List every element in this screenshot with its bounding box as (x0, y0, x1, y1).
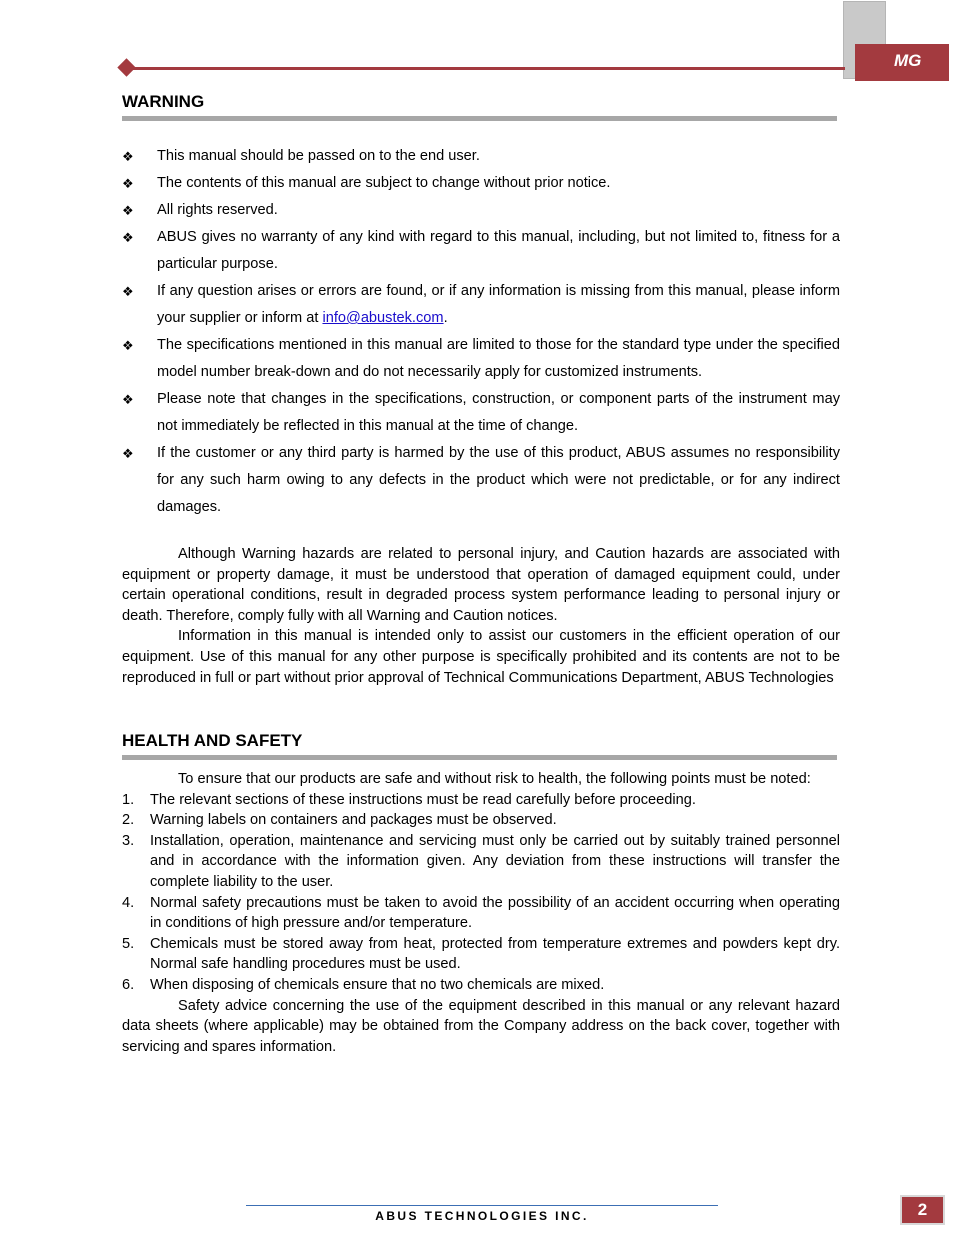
list-item: 3. Installation, operation, maintenance and servicing must only be carried out by suitably trained personnel and in accordance with the information given. Any deviation from these instructions will transfer the complete liability to the user. (122, 832, 840, 890)
four-diamond-bullet-icon: ❖ (122, 284, 134, 299)
list-item: 5. Chemicals must be stored away from heat, protected from temperature extremes and powders kept dry. Normal safe handling procedures must be used. (122, 935, 840, 973)
page-number: 2 (900, 1195, 945, 1225)
section-tab-label: MG (894, 51, 922, 70)
list-item: 1. The relevant sections of these instructions must be read carefully before proceeding. (122, 791, 696, 808)
four-diamond-bullet-icon: ❖ (122, 176, 134, 191)
warning-paragraphs (122, 544, 840, 688)
email-link[interactable]: info@abustek.com (322, 310, 444, 326)
header-diamond-icon (117, 58, 135, 76)
header-section-tab (855, 44, 949, 81)
four-diamond-bullet-icon: ❖ (122, 149, 134, 164)
header-rule (125, 67, 845, 70)
four-diamond-bullet-icon: ❖ (122, 446, 134, 461)
list-item: ❖ The contents of this manual are subject to change without prior notice. (122, 170, 840, 197)
footer-company: ABUS TECHNOLOGIES INC. (375, 1209, 589, 1223)
warning-paragraph: Information in this manual is intended only to assist our customers in the efficient operation of our equipment. Use of this manual for any other purpose is specifically prohibited and its contents are not to be reproduced in full or part without prior approval of Technical Communications Department, ABUS Technologies (122, 628, 840, 686)
warning-paragraph: Although Warning hazards are related to personal injury, and Caution hazards are associated with equipment or property damage, it must be understood that operation of damaged equipment could, under certain operational conditions, result in degraded process system performance leading to personal injury or death. Therefore, comply fully with all Warning and Caution notices. (122, 546, 840, 624)
four-diamond-bullet-icon: ❖ (122, 392, 134, 407)
list-item: 4. Normal safety precautions must be taken to avoid the possibility of an accident occurring when operating in conditions of high pressure and/or temperature. (122, 894, 840, 932)
health-heading-rule (122, 755, 837, 760)
list-item: ❖ The specifications mentioned in this manual are limited to those for the standard type under the specified model number break-down and do not necessarily apply for customized instruments. (122, 332, 840, 386)
footer-rule (246, 1205, 718, 1206)
list-item: ❖ Please note that changes in the specifications, construction, or component parts of the instrument may not immediately be reflected in this manual at the time of change. (122, 386, 840, 440)
list-item: ❖ If the customer or any third party is harmed by the use of this product, ABUS assumes no responsibility for any such harm owing to any defects in the product which were not predictable, or for any indirect damages. (122, 440, 840, 521)
warning-heading-rule (122, 116, 837, 121)
four-diamond-bullet-icon: ❖ (122, 203, 134, 218)
warning-heading: WARNING (122, 92, 205, 111)
four-diamond-bullet-icon: ❖ (122, 230, 134, 245)
list-item: ❖ If any question arises or errors are found, or if any information is missing from this manual, please inform your supplier or inform at info@abustek.com. (122, 278, 840, 332)
list-item: ❖ ABUS gives no warranty of any kind with regard to this manual, including, but not limited to, fitness for a particular purpose. (122, 224, 840, 278)
four-diamond-bullet-icon: ❖ (122, 338, 134, 353)
list-item: ❖ This manual should be passed on to the end user. (122, 143, 840, 170)
health-closing: Safety advice concerning the use of the equipment described in this manual or any relevant hazard data sheets (where applicable) may be obtained from the Company address on the back cover, together with servicing and spares information. (122, 997, 840, 1055)
list-item: 6. When disposing of chemicals ensure that no two chemicals are mixed. (122, 976, 605, 993)
health-body (122, 769, 840, 1057)
list-item: ❖ All rights reserved. (122, 197, 840, 224)
health-intro: To ensure that our products are safe and without risk to health, the following points must be noted: (178, 771, 811, 787)
health-heading: HEALTH AND SAFETY (122, 731, 303, 750)
health-numbered-list (122, 790, 840, 996)
list-item: 2. Warning labels on containers and packages must be observed. (122, 812, 557, 829)
warning-bullet-list (122, 143, 840, 521)
